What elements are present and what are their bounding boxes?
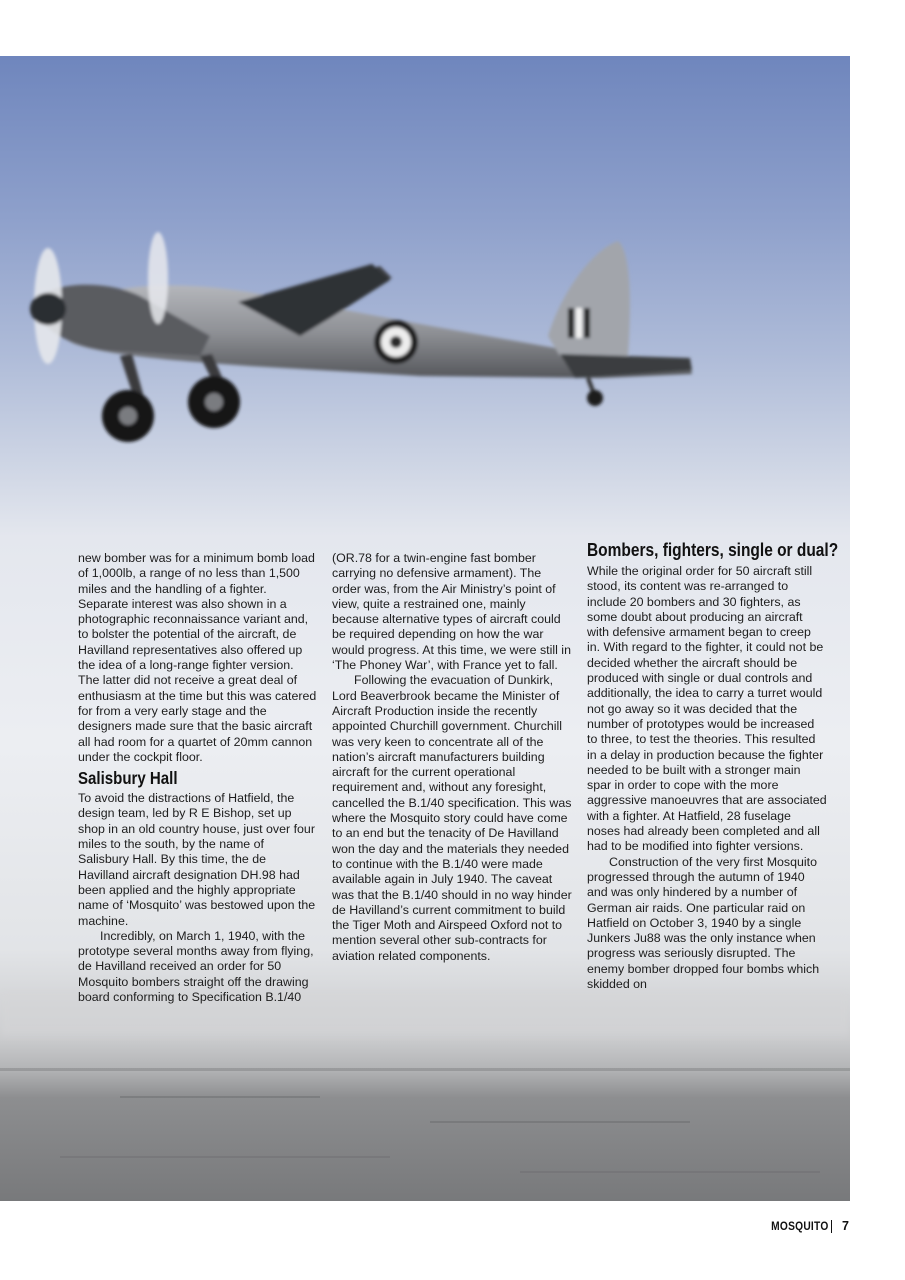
page-number: 7 xyxy=(842,1219,849,1233)
footer-divider xyxy=(831,1220,833,1233)
ground-texture xyxy=(0,1068,850,1173)
aircraft xyxy=(30,232,692,442)
article-column-3 xyxy=(587,540,839,992)
column2-paragraph-2: Following the evacuation of Dunkirk, Lord Beaverbrook became the Minister of Aircraft Production inside the recently appointed Churchill government. Churchill was very keen to concentrate all of the nation’s aircraft manufacturers building aircraft for the current operational requirement and, without any foresight, cancelled the B.1/40 specification. This was where the Mosquito story could have come to an end but the tenacity of De Havilland won the day and the materials they needed to continue with the B.1/40 were made available again in July 1940. The caveat was that the B.1/40 should in no way hinder de Havilland’s current commitment to build the Tiger Moth and Airspeed Oxford not to mention several other sub-contracts for aviation related components. xyxy=(332,673,572,963)
section-heading-bombers-fighters: Bombers, fighters, single or dual? xyxy=(587,540,839,560)
section-heading-salisbury-hall: Salisbury Hall xyxy=(78,768,178,789)
article-column-2 xyxy=(332,551,572,964)
column1-paragraph-2: To avoid the distractions of Hatfield, the design team, led by R E Bishop, set up shop in an old country house, just over four miles to the south, by the name of Salisbury Hall. By this time, the de Havilland aircraft designation DH.98 had been applied and the highly appropriate name of ‘Mosquito’ was bestowed upon the machine. xyxy=(78,791,316,928)
column1-paragraph-1: new bomber was for a minimum bomb load of 1,000lb, a range of no less than 1,500 miles and the handling of a fighter. Separate interest was also shown in a photographic reconnaissance variant and, to bolster the potential of the aircraft, de Havilland representatives also offered up the idea of a long-range fighter version. The latter did not receive a great deal of enthusiasm at the time but this was catered for from a very early stage and the designers made sure that the basic aircraft all had room for a quartet of 20mm cannon under the cockpit floor. xyxy=(78,551,317,764)
page-footer xyxy=(761,1219,849,1233)
column1-paragraph-3: Incredibly, on March 1, 1940, with the prototype several months away from flying, de Havilland received an order for 50 Mosquito bombers straight off the drawing board conforming to Specification B.1/40 xyxy=(78,928,314,1005)
article-column-1 xyxy=(78,551,318,1005)
column3-paragraph-2: Construction of the very first Mosquito progressed through the autumn of 1940 and was only hindered by a number of German air raids. One particular raid on Hatfield on October 3, 1940 by a single Junkers Ju88 was the only instance when progress was seriously disrupted. The enemy bomber dropped four bombs which skidded on xyxy=(587,854,820,992)
column3-paragraph-1: While the original order for 50 aircraft still stood, its content was re-arranged to include 20 bombers and 30 fighters, as some doubt about producing an aircraft with defensive armament began to creep in. With regard to the fighter, it could not be decided whether the aircraft should be produced with single or dual controls and additionally, the idea to carry a turret would not go away so it was decided that the number of prototypes would be increased to three, to test the theories. This resulted in a delay in production because the fighter needed to be built with a stronger main spar in order to cope with the more aggressive manoeuvres that are associated with a fighter. At Hatfield, 28 fuselage noses had already been completed and all had to be modified into fighter versions. xyxy=(587,564,827,854)
column2-paragraph-1: (OR.78 for a twin-engine fast bomber carrying no defensive armament). The order was, from the Air Ministry’s point of view, quite a restrained one, mainly because alternative types of aircraft could be required depending on how the war would progress. At this time, we were still in ‘The Phoney War’, with France yet to fall. xyxy=(332,551,571,673)
magazine-title: MOSQUITO xyxy=(771,1219,829,1233)
